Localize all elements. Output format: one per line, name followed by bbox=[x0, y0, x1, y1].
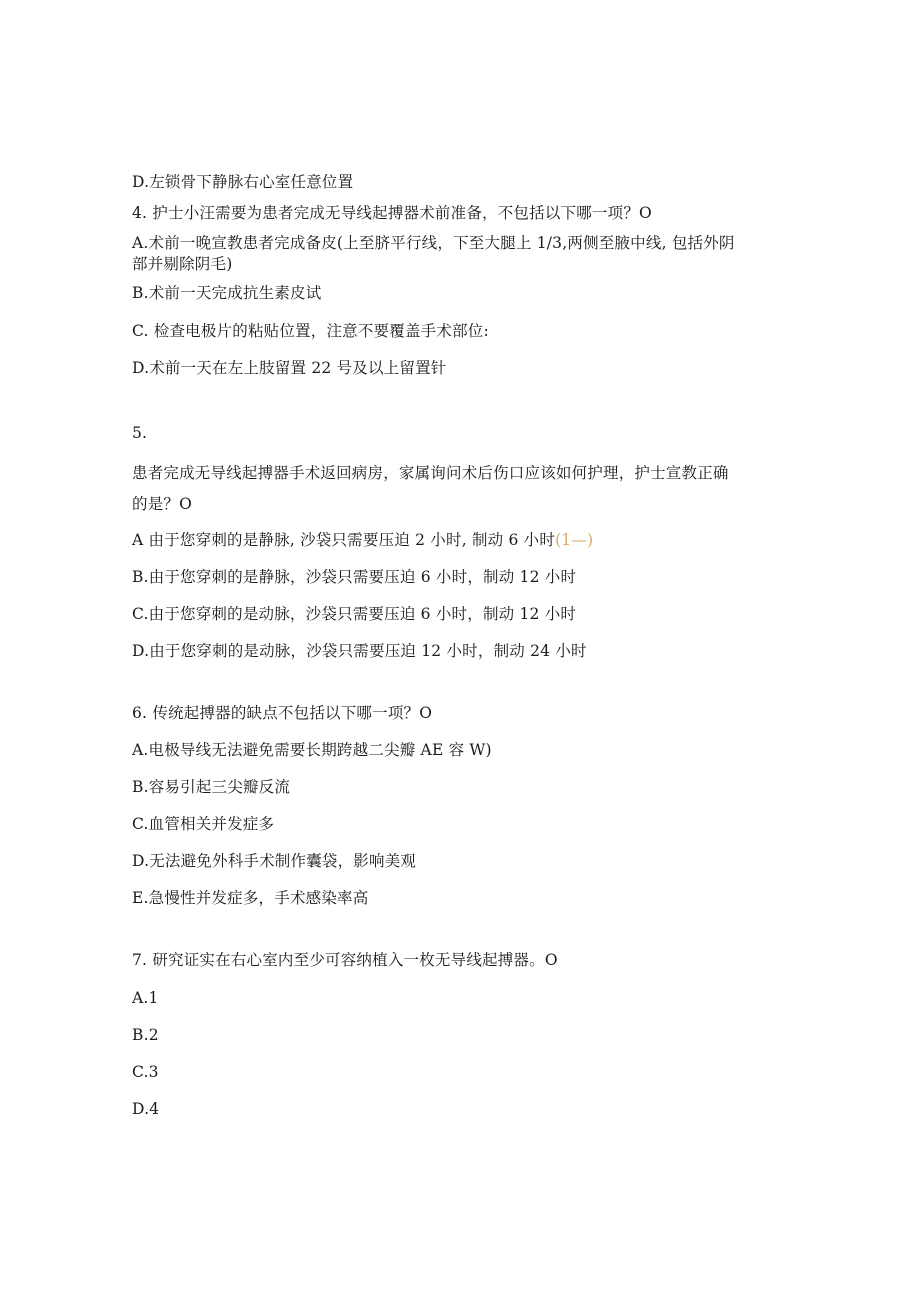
question-4-stem: 4. 护士小汪需要为患者完成无导线起搏器术前准备，不包括以下哪一项？O bbox=[132, 204, 652, 222]
question-5-stem-line-2: 的是？O bbox=[132, 495, 193, 513]
question-6-option-e: E.急慢性并发症多，手术感染率高 bbox=[132, 889, 369, 907]
question-4-option-a-line-1: A.术前一晚宣教患者完成备皮(上至脐平行线，下至大腿上 1/3,两侧至腋中线, 包括外阴 bbox=[132, 234, 735, 252]
question-6-option-d: D.无法避免外科手术制作囊袋，影响美观 bbox=[132, 852, 417, 870]
question-4-option-a-line-2: 部并剔除阴毛) bbox=[132, 255, 233, 273]
question-7-option-a: A.1 bbox=[132, 989, 159, 1007]
question-5-option-b: B.由于您穿刺的是静脉，沙袋只需要压迫 6 小时，制动 12 小时 bbox=[132, 568, 577, 586]
question-7-option-c: C.3 bbox=[132, 1063, 159, 1081]
handwritten-mark: (1—) bbox=[555, 531, 594, 549]
question-7-option-b: B.2 bbox=[132, 1026, 159, 1044]
question-7-option-d: D.4 bbox=[132, 1100, 160, 1118]
question-5-option-a bbox=[132, 530, 593, 550]
question-4-option-b: B.术前一天完成抗生素皮试 bbox=[132, 284, 322, 302]
question-5-option-c: C.由于您穿刺的是动脉，沙袋只需要压迫 6 小时，制动 12 小时 bbox=[132, 605, 577, 623]
question-6-stem: 6. 传统起搏器的缺点不包括以下哪一项？O bbox=[132, 704, 433, 722]
question-3-option-d: D.左锁骨下静脉右心室任意位置 bbox=[132, 173, 354, 191]
question-5-number: 5. bbox=[132, 424, 148, 442]
question-6-option-c: C.血管相关并发症多 bbox=[132, 815, 275, 833]
question-6-option-b: B.容易引起三尖瓣反流 bbox=[132, 778, 291, 796]
question-5-option-d: D.由于您穿刺的是动脉，沙袋只需要压迫 12 小时，制动 24 小时 bbox=[132, 642, 587, 660]
question-4-option-d: D.术前一天在左上肢留置 22 号及以上留置针 bbox=[132, 359, 447, 377]
question-7-stem: 7. 研究证实在右心室内至少可容纳植入一枚无导线起搏器。O bbox=[132, 951, 558, 969]
question-4-option-c: C. 检查电极片的粘贴位置，注意不要覆盖手术部位: bbox=[132, 322, 489, 340]
question-6-option-a: A.电极导线无法避免需要长期跨越二尖瓣 AE 容 W) bbox=[132, 741, 492, 759]
question-5-stem-line-1: 患者完成无导线起搏器手术返回病房，家属询问术后伤口应该如何护理，护士宣教正确 bbox=[132, 464, 729, 482]
question-5-option-a-text: A 由于您穿刺的是静脉, 沙袋只需要压迫 2 小时, 制动 6 小时 bbox=[132, 531, 556, 549]
